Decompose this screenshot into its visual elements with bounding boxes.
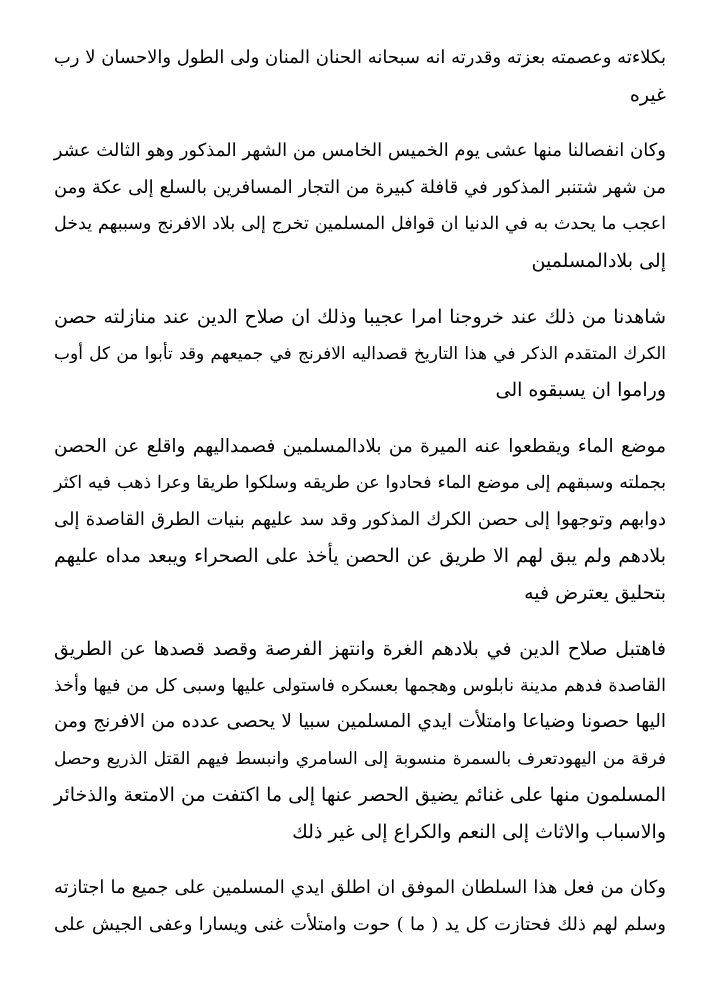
text-line: بتحليق يعترض فيه [524, 581, 666, 604]
text-line: المسلمون منها على غنائم يضيق الحصر عنها إلى ما اكتفت من الامتعة والذخائر [54, 784, 666, 806]
text-line: بجملته وسبقهم إلى موضع الماء فحادوا عن طريقه وسلكوا طريقا وعرا ذهب فيه اكثر [54, 473, 666, 493]
paragraph-1 [54, 40, 666, 113]
paragraph-5 [54, 631, 666, 850]
text-line: بكلاءته وعصمته بعزته وقدرته انه سبحانه الحنان المنان ولى الطول والاحسان لا رب [53, 47, 666, 68]
text-line: إلى بلادالمسلمين [531, 249, 666, 272]
text-line: موضع الماء ويقطعوا عنه الميرة من بلادالمسلمين فصمداليهم واقلع عن الحصن [54, 435, 666, 457]
text-line: وراموا ان يسبقوه الى [495, 379, 666, 401]
text-line: فرقة من اليهودتعرف بالسمرة منسوبة إلى السامري وانبسط فيهم القتل الذريع وحصل [54, 748, 666, 769]
text-line: وسلم لهم ذلك فحتازت كل يد ( ما ) حوت وامتلأت غنى ويسارا وعفى الجيش على [54, 913, 666, 935]
text-line: من شهر شتنبر المذكور في قافلة كبيرة من التجار المسافرين بالسلع إلى عكة ومن [54, 176, 666, 198]
paragraph-3 [54, 299, 666, 409]
text-line: فاهتبل صلاح الدين في بلادهم الغرة وانتهز الفرصة وقصد قصدها عن الطريق [54, 638, 666, 660]
paragraph-4 [54, 429, 666, 612]
text-line: والاسباب والاثاث إلى النعم والكراع إلى غير ذلك [292, 820, 666, 843]
text-line: دوابهم وتوجهوا إلى حصن الكرك المذكور وقد سد عليهم بنيات الطرق القاصدة إلى [54, 508, 666, 530]
text-line: اعجب ما يحدث به في الدنيا ان قوافل المسلمين تخرج إلى بلاد الافرنج وسببهم يدخل [54, 214, 666, 234]
paragraph-2 [54, 133, 666, 279]
text-line: شاهدنا من ذلك عند خروجنا امرا عجيبا وذلك ان صلاح الدين عند منازلته حصن [54, 306, 666, 328]
text-line: اليها حصونا وضياعا وامتلأت ايدي المسلمين سبيا لا يحصى عدده من الافرنج ومن [54, 711, 666, 732]
text-line: القاصدة فدهم مدينة نابلوس وهجمها بعسكره فاستولى عليها وسبى كل من فيها وأخذ [54, 675, 666, 696]
text-line: الكرك المتقدم الذكر في هذا التاريخ قصداليه الافرنج في جميعهم وقد تأبوا من كل أوب [54, 343, 666, 364]
paragraph-6 [54, 870, 666, 943]
text-line: غيره [629, 83, 666, 106]
text-line: وكان انفصالنا منها عشى يوم الخميس الخامس من الشهر المذكور وهو الثالث عشر [53, 140, 666, 161]
text-line: وكان من فعل هذا السلطان الموفق ان اطلق ايدي المسلمين على جميع ما اجتازته [54, 877, 666, 898]
text-line: بلادهم ولم يبق لهم الا طريق عن الحصن يأخذ على الصحراء ويبعد مداه عليهم [54, 545, 666, 567]
